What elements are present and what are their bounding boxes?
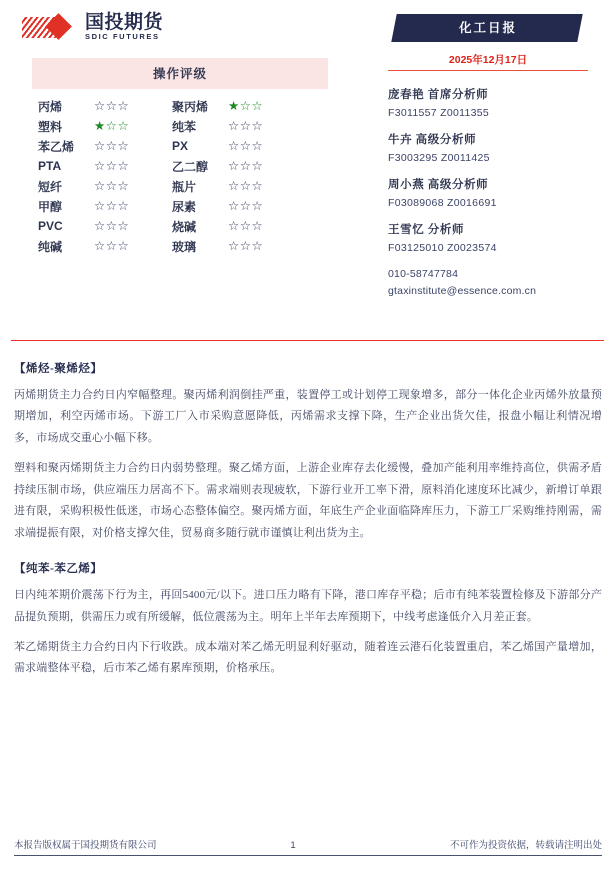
star-icon: ☆	[94, 139, 106, 153]
rating-stars-left	[94, 218, 166, 234]
footer-disclaimer: 不可作为投资依据，转载请注明出处	[449, 840, 602, 851]
star-icon: ☆	[239, 219, 252, 233]
star-icon: ☆	[105, 239, 118, 253]
product-name-left: 苯乙烯	[38, 139, 75, 154]
rating-stars-right	[228, 118, 300, 134]
rating-table-title: 操作评级	[32, 58, 328, 89]
star-icon: ☆	[239, 179, 252, 193]
table-row	[32, 236, 328, 256]
star-icon: ☆	[94, 159, 106, 173]
star-icon: ☆	[105, 99, 118, 113]
product-name-left: 甲醇	[38, 199, 63, 214]
product-name-left: 塑料	[38, 119, 63, 134]
product-name-right: 玻璃	[172, 239, 197, 254]
star-icon: ☆	[228, 159, 240, 173]
product-name-right: PX	[172, 139, 189, 153]
star-icon: ☆	[94, 239, 106, 253]
contact-phone: 010-58747784	[388, 268, 459, 280]
product-name-left: PTA	[38, 159, 62, 173]
rating-stars-left	[94, 118, 166, 134]
rating-stars-right	[228, 198, 300, 214]
report-section	[14, 360, 602, 544]
rating-stars-left	[94, 198, 166, 214]
star-icon: ☆	[105, 119, 118, 133]
table-row	[32, 156, 328, 176]
company-logo	[22, 13, 163, 41]
star-icon: ☆	[94, 179, 106, 193]
logo-text	[85, 13, 163, 41]
analyst-license-code: F3011557 Z0011355	[388, 107, 490, 119]
product-name-right: 聚丙烯	[172, 99, 209, 114]
star-icon: ☆	[239, 199, 252, 213]
star-icon: ☆	[94, 199, 106, 213]
star-icon: ★	[228, 99, 240, 113]
star-icon: ☆	[251, 139, 264, 153]
report-body	[14, 360, 602, 696]
star-icon: ☆	[228, 199, 240, 213]
analyst-name: 王雪忆 分析师	[388, 224, 465, 236]
rating-stars-left	[94, 178, 166, 194]
logo-name-en: SDIC FUTURES	[85, 32, 160, 41]
rating-stars-left	[94, 238, 166, 254]
table-row	[32, 196, 328, 216]
star-icon: ☆	[117, 99, 130, 113]
product-name-left: 丙烯	[38, 99, 63, 114]
star-icon: ☆	[228, 179, 240, 193]
star-icon: ☆	[251, 159, 264, 173]
document-header	[0, 0, 615, 348]
section-paragraph: 日内纯苯期价震荡下行为主，再回5400元/以下。进口压力略有下降，港口库存平稳；后市有纯苯装置检修及下游部分产品提负预期，供需压力或有所缓解，低位震荡为主。明年上半年去库预期下，中线考虑逢低介入月差正套。	[14, 589, 602, 623]
star-icon: ★	[94, 119, 106, 133]
star-icon: ☆	[228, 219, 240, 233]
star-icon: ☆	[105, 139, 118, 153]
product-name-left: PVC	[38, 219, 63, 233]
product-name-right: 纯苯	[172, 119, 197, 134]
analyst-name: 庞春艳 首席分析师	[388, 89, 489, 101]
rating-stars-right	[228, 178, 300, 194]
table-row	[32, 216, 328, 236]
star-icon: ☆	[251, 199, 264, 213]
star-icon: ☆	[105, 199, 118, 213]
product-name-right: 烧碱	[172, 219, 197, 234]
star-icon: ☆	[94, 99, 106, 113]
logo-name-cn: 国投期货	[85, 12, 164, 33]
rating-stars-right	[228, 218, 300, 234]
star-icon: ☆	[228, 239, 240, 253]
section-heading: 【纯苯-苯乙烯】	[14, 563, 103, 576]
analyst-list	[388, 86, 593, 254]
header-divider	[11, 340, 604, 341]
table-row	[32, 136, 328, 156]
rating-stars-left	[94, 138, 166, 154]
star-icon: ☆	[239, 139, 252, 153]
star-icon: ☆	[117, 239, 130, 253]
footer-copyright: 本报告版权属于国投期货有限公司	[14, 840, 157, 851]
table-row	[32, 176, 328, 196]
operation-rating-table	[32, 58, 328, 256]
star-icon: ☆	[239, 239, 252, 253]
rating-stars-left	[94, 98, 166, 114]
star-icon: ☆	[117, 199, 130, 213]
star-icon: ☆	[251, 119, 264, 133]
section-paragraph: 塑料和聚丙烯期货主力合约日内弱势整理。聚乙烯方面，上游企业库存去化缓慢，叠加产能利用率维持高位，供需矛盾持续压制市场，供应端压力居高不下。需求端则表现疲软，下游行业开工率下滑，原料消化速度环比减少，新增订单跟进有限，采购积极性低迷，市场心态整体偏空。聚丙烯方面，年底生产企业面临降库压力，下游工厂采购维持刚需，需求端提振有限，对价格支撑欠佳，贸易商多随行就市谨慎让利出货为主。	[14, 462, 602, 539]
product-name-right: 乙二醇	[172, 159, 209, 174]
analyst-license-code: F03089068 Z0016691	[388, 197, 497, 209]
star-icon: ☆	[117, 119, 130, 133]
star-icon: ☆	[117, 139, 130, 153]
analyst-name: 牛卉 高级分析师	[388, 134, 477, 146]
section-paragraph: 苯乙烯期货主力合约日内下行收跌。成本端对苯乙烯无明显利好驱动，随着连云港石化装置重启，苯乙烯国产量增加，需求端整体平稳，后市苯乙烯有累库预期，价格承压。	[14, 640, 602, 675]
star-icon: ☆	[117, 159, 130, 173]
product-name-right: 瓶片	[172, 179, 197, 194]
analyst-license-code: F03125010 Z0023574	[388, 242, 497, 254]
product-name-left: 纯碱	[38, 239, 63, 254]
product-name-right: 尿素	[172, 199, 197, 214]
star-icon: ☆	[251, 239, 264, 253]
star-icon: ☆	[239, 119, 252, 133]
star-icon: ☆	[105, 159, 118, 173]
rating-stars-right	[228, 138, 300, 154]
star-icon: ☆	[117, 219, 130, 233]
product-name-left: 短纤	[38, 179, 63, 194]
analyst-license-code: F3003295 Z0011425	[388, 152, 490, 164]
contact-info	[388, 266, 593, 301]
rating-table-body	[32, 96, 328, 256]
star-icon: ☆	[105, 219, 118, 233]
star-icon: ☆	[251, 99, 264, 113]
rating-stars-right	[228, 238, 300, 254]
rating-stars-left	[94, 158, 166, 174]
star-icon: ☆	[228, 119, 240, 133]
star-icon: ☆	[94, 219, 106, 233]
star-icon: ☆	[239, 159, 252, 173]
page-footer	[14, 837, 602, 856]
rating-stars-right	[228, 158, 300, 174]
report-title: 化工日报	[458, 21, 517, 35]
report-section	[14, 560, 602, 680]
report-title-banner	[388, 14, 588, 42]
star-icon: ☆	[251, 219, 264, 233]
contact-email: gtaxinstitute@essence.com.cn	[388, 285, 537, 298]
star-icon: ☆	[239, 99, 252, 113]
table-row	[32, 96, 328, 116]
section-heading: 【烯烃-聚烯烃】	[14, 363, 103, 375]
star-icon: ☆	[117, 179, 130, 193]
star-icon: ☆	[251, 179, 264, 193]
rating-stars-right	[228, 98, 300, 114]
star-icon: ☆	[228, 139, 240, 153]
report-date: 2025年12月17日	[388, 52, 588, 71]
star-icon: ☆	[105, 179, 118, 193]
footer-page-number: 1	[290, 840, 296, 851]
section-paragraph: 丙烯期货主力合约日内窄幅整理。聚丙烯利润倒挂严重，装置停工或计划停工现象增多，部分一体化企业丙烯外放量预期增加，利空丙烯市场。下游工厂入市采购意愿降低，丙烯需求支撑下降，生产企业出货欠佳，报盘小幅让利情况增多，市场成交重心小幅下移。	[14, 389, 602, 444]
logo-mark-icon	[22, 14, 80, 40]
analyst-name: 周小燕 高级分析师	[388, 179, 489, 191]
report-header-panel	[388, 14, 593, 301]
table-row	[32, 116, 328, 136]
